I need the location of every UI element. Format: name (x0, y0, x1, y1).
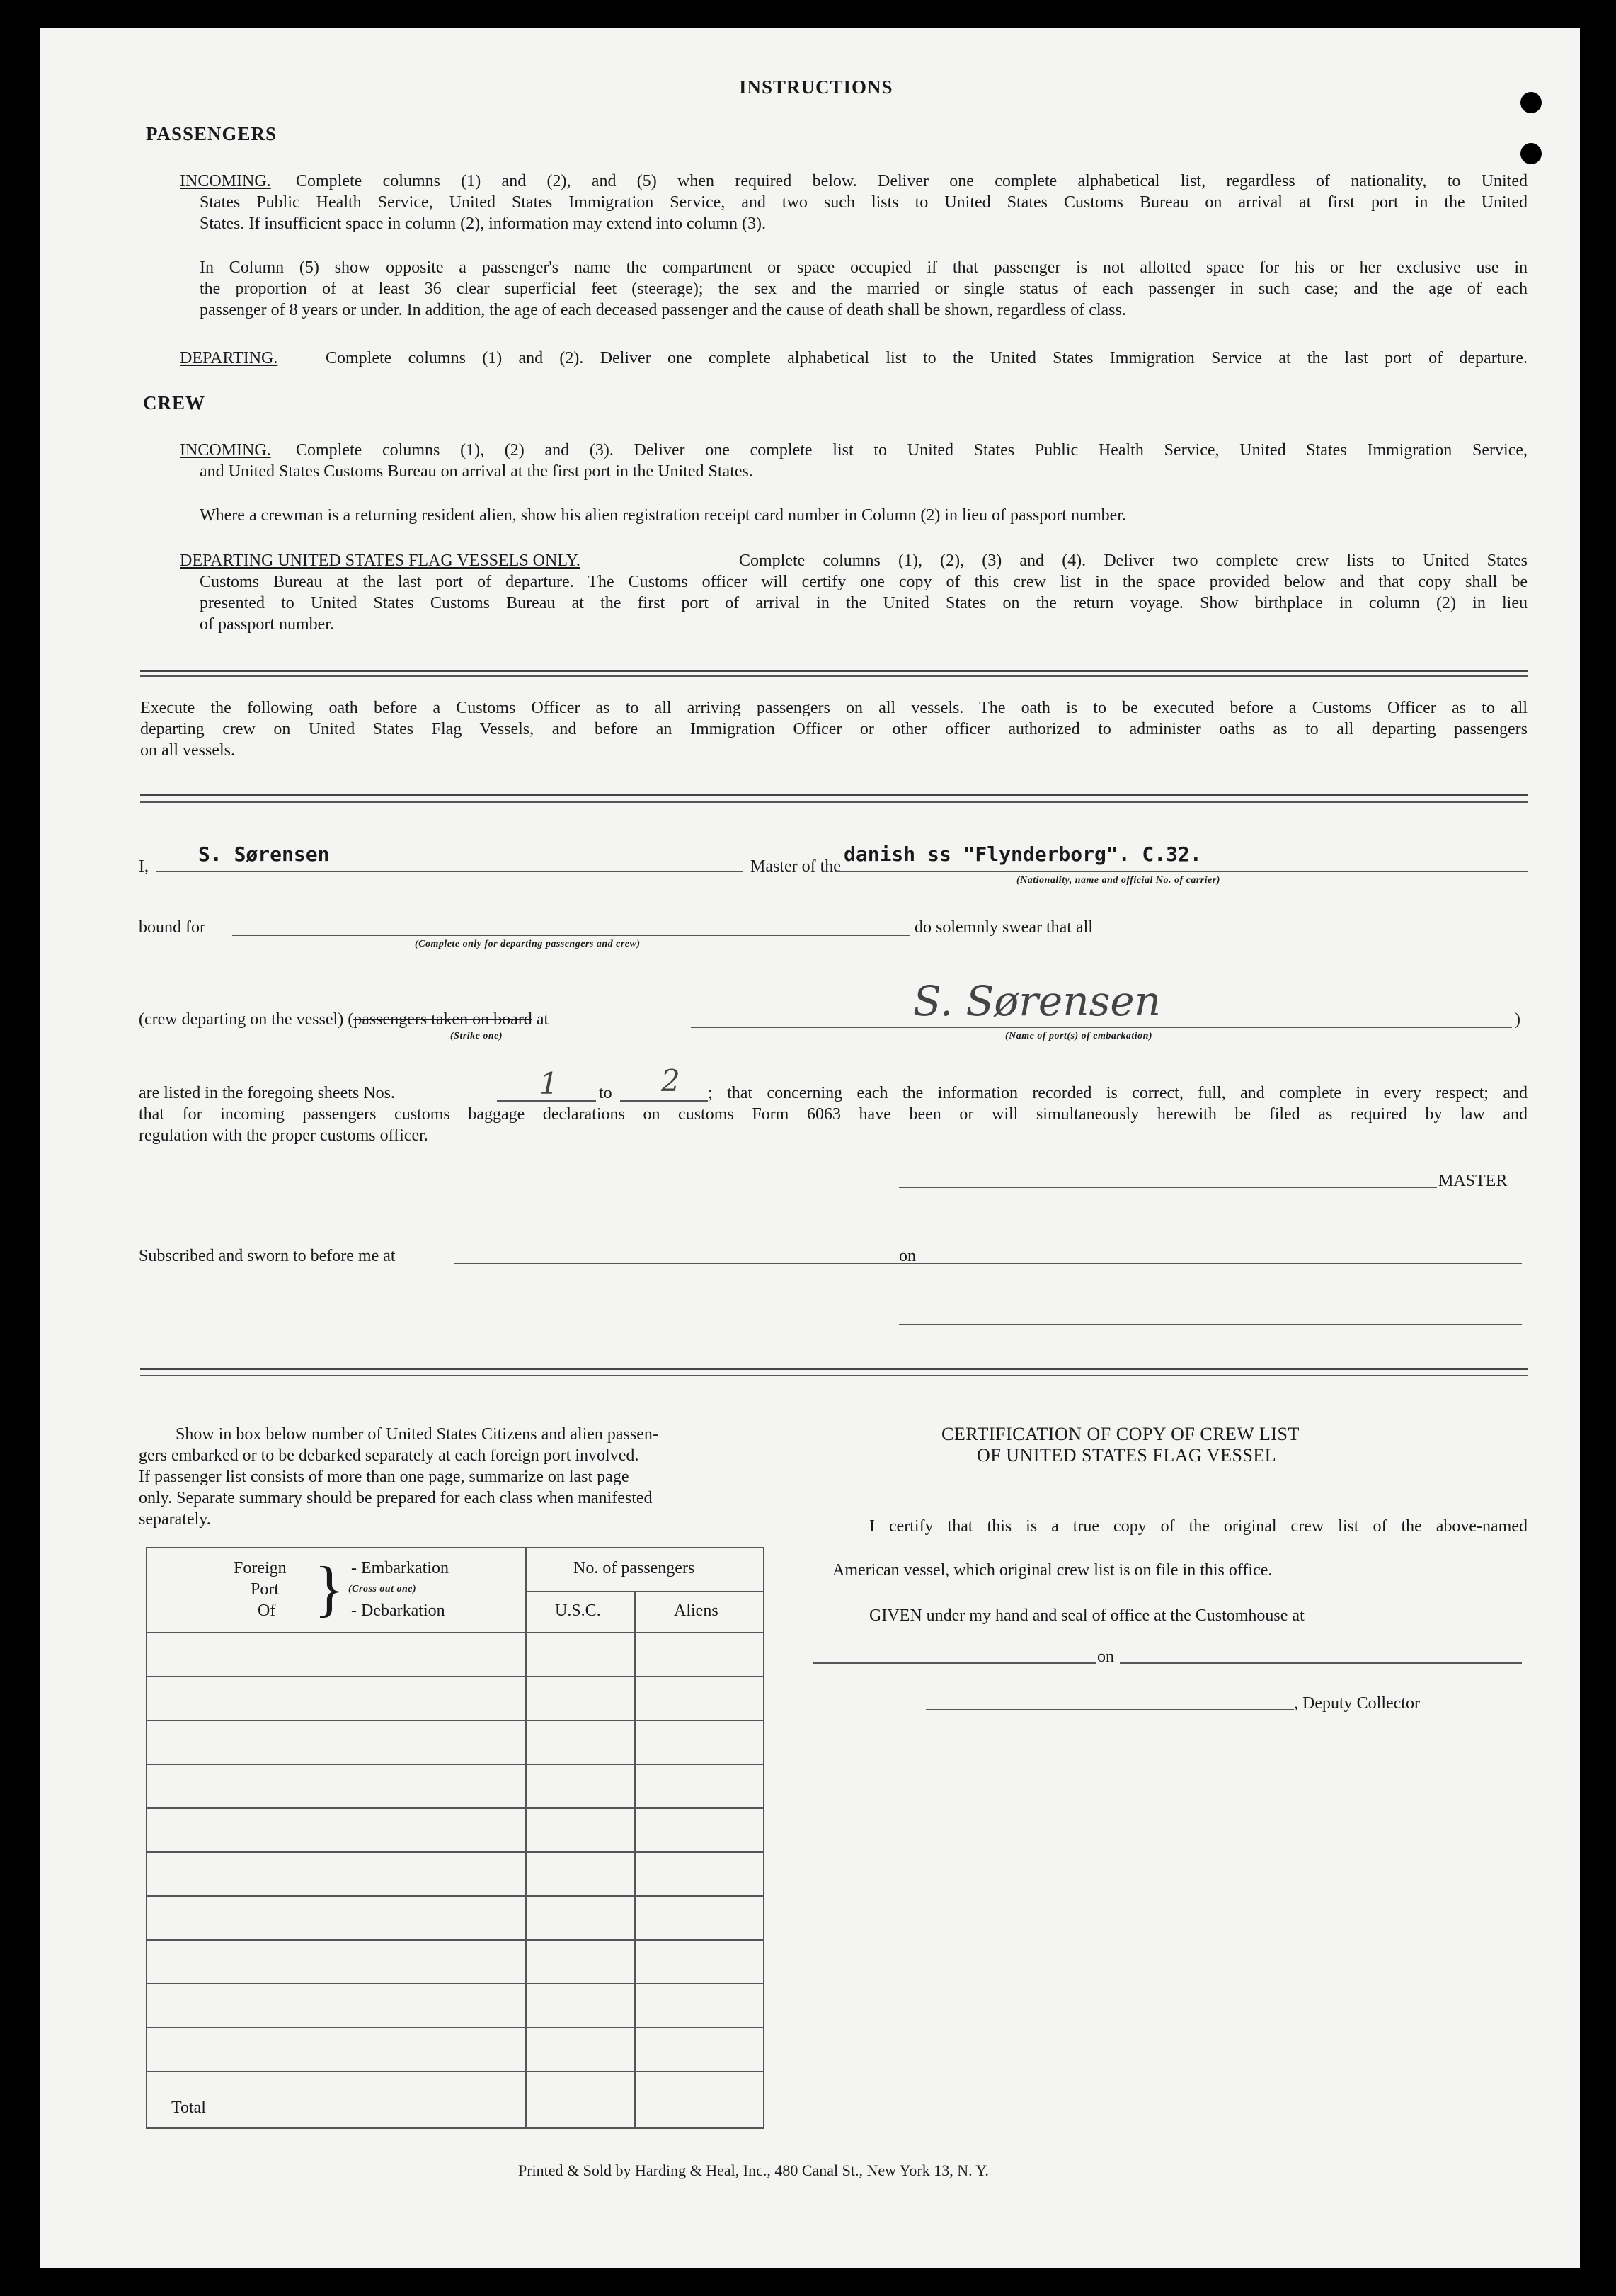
page-title: INSTRUCTIONS (739, 76, 893, 98)
port-caption: (Name of port(s) of embarkation) (1005, 1031, 1153, 1041)
foreign-label: Foreign (234, 1559, 287, 1577)
oath-instructions-line-2: departing crew on United States Flag Vessels, and before an Immigration Officer or other officer authorized to administer oaths as to all departing passengers (140, 720, 1528, 738)
master-label: MASTER (1438, 1172, 1508, 1190)
divider-3b (140, 1375, 1528, 1376)
master-signature-line[interactable] (899, 1187, 1437, 1188)
no-passengers-header: No. of passengers (573, 1559, 695, 1577)
oath-line-2: that for incoming passengers customs baggage declarations on customs Form 6063 have been or will simultaneously herewith be filed as required by law and (139, 1105, 1528, 1124)
certification-line-1: I certify that this is a true copy of the original crew list of the above-named (869, 1517, 1528, 1536)
table-row[interactable] (147, 2027, 763, 2028)
cross-out-caption: (Cross out one) (348, 1584, 417, 1594)
summary-instructions-line-5: separately. (139, 1510, 211, 1529)
table-row[interactable] (147, 1720, 763, 1721)
certification-on-line[interactable] (1120, 1662, 1522, 1664)
table-row[interactable] (147, 1676, 763, 1677)
certification-title-line-2: OF UNITED STATES FLAG VESSEL (977, 1445, 1277, 1466)
subscribed-at-line[interactable] (454, 1263, 940, 1264)
oath-i-label: I, (139, 857, 149, 876)
divider-3a (140, 1368, 1528, 1370)
customhouse-line[interactable] (813, 1662, 1096, 1664)
summary-instructions-line-1: Show in box below number of United States Citizens and alien passen- (176, 1425, 658, 1444)
oath-instructions-line-3: on all vessels. (140, 741, 235, 760)
strike-caption: (Strike one) (450, 1031, 503, 1041)
bound-caption: (Complete only for departing passengers and crew) (415, 939, 641, 949)
table-row[interactable] (147, 2071, 763, 2072)
passengers-departing-label: DEPARTING. (180, 349, 278, 367)
table-row[interactable] (147, 1851, 763, 1853)
port-close-paren: ) (1515, 1010, 1520, 1029)
summary-instructions-line-4: only. Separate summary should be prepared for each class when manifested (139, 1489, 653, 1507)
divider-2b (140, 801, 1528, 803)
bound-for-line[interactable] (232, 935, 910, 936)
col5-line-3: passenger of 8 years or under. In addition, the age of each deceased passenger and the cause of death shall be shown, regardless of class. (200, 301, 1126, 319)
crew-departing-line-3: presented to United States Customs Bureau at the first port of arrival in the United States on the return voyage. Show birthplace in column (2) in lieu (200, 594, 1528, 612)
usc-header: U.S.C. (555, 1601, 601, 1620)
crew-incoming-line-1: Complete columns (1), (2) and (3). Deliver one complete list to United States Public Health Service, United States Immigration Service, (296, 441, 1528, 459)
oath-line-3: regulation with the proper customs officer. (139, 1126, 428, 1145)
divider-1b (140, 675, 1528, 677)
master-name-field[interactable]: S. Sørensen (198, 843, 330, 866)
summary-instructions-line-2: gers embarked or to be debarked separately at each foreign port involved. (139, 1446, 639, 1465)
col5-line-1: In Column (5) show opposite a passenger's name the compartment or space occupied if that passenger is not allotted space for his or her exclusive use in (200, 258, 1528, 277)
passengers-incoming-line-2: States Public Health Service, United States Immigration Service, and two such lists to United States Customs Bureau on arrival at first port in the United (200, 193, 1528, 212)
crew-incoming-label: INCOMING. (180, 441, 271, 459)
vessel-field[interactable]: danish ss "Flynderborg". C.32. (844, 843, 1202, 866)
subscribed-on-line[interactable] (922, 1263, 1522, 1264)
punch-hole-bottom (1520, 143, 1542, 164)
subscribed-on-label: on (899, 1247, 916, 1265)
swear-text: do solemnly swear that all (915, 918, 1093, 937)
listed-label: are listed in the foregoing sheets Nos. (139, 1084, 395, 1102)
certification-title-line-1: CERTIFICATION OF COPY OF CREW LIST (941, 1424, 1300, 1444)
form-page (40, 28, 1580, 2268)
punch-hole-top (1520, 92, 1542, 113)
divider-2a (140, 794, 1528, 796)
crew-departing-label: DEPARTING UNITED STATES FLAG VESSELS ONLY. (180, 552, 580, 570)
summary-instructions-line-3: If passenger list consists of more than one page, summarize on last page (139, 1468, 629, 1486)
sheet-to-field[interactable]: 2 (661, 1063, 680, 1098)
certification-on-label: on (1097, 1647, 1114, 1666)
passengers-incoming-line-1: Complete columns (1) and (2), and (5) when required below. Deliver one complete alphabetical list, regardless of nationality, to United (296, 172, 1528, 190)
to-label: to (599, 1084, 612, 1102)
listed-rest: ; that concerning each the information recorded is correct, full, and complete in every respect; and (708, 1084, 1528, 1102)
officer-signature-line[interactable] (899, 1324, 1522, 1325)
subscribed-label: Subscribed and sworn to before me at (139, 1247, 396, 1265)
sheet-from-line (497, 1100, 596, 1102)
deputy-collector-label: , Deputy Collector (1294, 1694, 1420, 1713)
crew-departing-line-2: Customs Bureau at the last port of departure. The Customs officer will certify one copy of this crew list in the space provided below and that copy shall be (200, 573, 1528, 591)
master-signature: S. Sørensen (913, 977, 1162, 1025)
sheet-to-line (620, 1100, 708, 1102)
passengers-option-struck: passengers taken on board (353, 1010, 532, 1029)
crew-incoming-line-2: and United States Customs Bureau on arrival at the first port in the United States. (200, 462, 753, 481)
certification-line-2: American vessel, which original crew list is on file in this office. (832, 1561, 1273, 1580)
master-name-line (156, 871, 743, 872)
passengers-incoming-line-3: States. If insufficient space in column (2), information may extend into column (3). (200, 215, 767, 233)
total-label: Total (171, 2098, 206, 2117)
crew-departing-line-4: of passport number. (200, 615, 334, 634)
vessel-caption: (Nationality, name and official No. of carrier) (1016, 875, 1220, 886)
table-row[interactable] (147, 1939, 763, 1941)
embarkation-label: - Embarkation (351, 1559, 449, 1577)
port-line[interactable] (691, 1027, 1512, 1028)
col5-line-2: the proportion of at least 36 clear superficial feet (steerage); the sex and the married or single status of each passenger in such case; and the age of each (200, 280, 1528, 298)
printer-footer: Printed & Sold by Harding & Heal, Inc., 480 Canal St., New York 13, N. Y. (518, 2161, 989, 2179)
crew-departing-line-1: Complete columns (1), (2), (3) and (4). Deliver two complete crew lists to United States (739, 552, 1528, 570)
passengers-departing-text: Complete columns (1) and (2). Deliver one complete alphabetical list to the United States Immigration Service at the last port of departure. (326, 349, 1528, 367)
debarkation-label: - Debarkation (351, 1601, 445, 1620)
of-label: Of (258, 1601, 276, 1620)
crew-departing-option: (crew departing on the vessel) (passengers taken on board at (139, 1010, 549, 1029)
deputy-collector-line[interactable] (926, 1709, 1294, 1710)
aliens-header: Aliens (674, 1601, 718, 1620)
passengers-heading: PASSENGERS (146, 123, 277, 144)
table-row[interactable] (147, 1983, 763, 1984)
passenger-summary-table (146, 1547, 764, 2129)
oath-instructions-line-1: Execute the following oath before a Customs Officer as to all arriving passengers on all vessels. The oath is to be executed before a Customs Officer as to all (140, 699, 1528, 717)
sheet-from-field[interactable]: 1 (539, 1066, 558, 1101)
vessel-line (835, 871, 1528, 872)
table-row[interactable] (147, 1895, 763, 1897)
port-label: Port (251, 1580, 280, 1599)
crew-heading: CREW (143, 392, 206, 413)
table-row[interactable] (147, 1764, 763, 1765)
master-of-label: Master of the (750, 857, 841, 876)
bound-for-label: bound for (139, 918, 205, 937)
certification-line-3: GIVEN under my hand and seal of office at the Customhouse at (869, 1606, 1305, 1625)
passengers-incoming-label: INCOMING. (180, 172, 271, 190)
crew-returning-text: Where a crewman is a returning resident alien, show his alien registration receipt card number in Column (2) in lieu of passport number. (200, 506, 1126, 525)
brace-icon: } (314, 1555, 345, 1623)
divider-1a (140, 670, 1528, 672)
table-row[interactable] (147, 1807, 763, 1809)
